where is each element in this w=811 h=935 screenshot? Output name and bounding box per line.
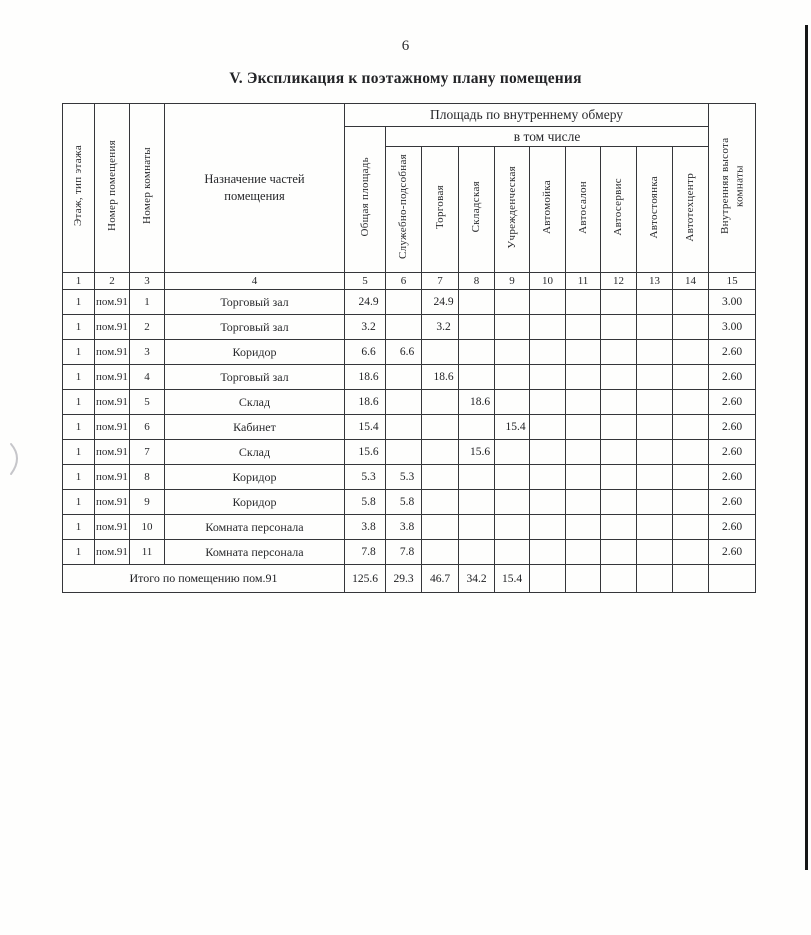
table-cell [386, 315, 422, 340]
table-cell [601, 515, 637, 540]
table-cell [673, 390, 709, 415]
table-cell: 2.60 [709, 390, 756, 415]
table-cell: 24.9 [345, 290, 386, 315]
table-cell [495, 290, 530, 315]
table-cell: 2.60 [709, 415, 756, 440]
col-header-trade [422, 147, 459, 273]
table-cell [495, 440, 530, 465]
table-cell [495, 390, 530, 415]
col-header-car-showroom-label: Автосалон [576, 180, 589, 234]
table-cell [637, 440, 673, 465]
table-cell [673, 540, 709, 565]
table-cell [566, 365, 601, 390]
table-cell: 1 [63, 465, 95, 490]
table-cell: 3 [130, 340, 165, 365]
col-header-storage [459, 147, 495, 273]
table-cell [637, 415, 673, 440]
table-cell: 2.60 [709, 340, 756, 365]
table-cell: 8 [130, 465, 165, 490]
total-cell: 125.6 [345, 565, 386, 593]
table-cell: пом.91 [95, 440, 130, 465]
column-number: 11 [566, 273, 601, 290]
table-cell: пом.91 [95, 340, 130, 365]
col-header-purpose: Назначение частей помещения [165, 104, 345, 273]
table-cell: 9 [130, 490, 165, 515]
table-cell [530, 290, 566, 315]
table-cell [495, 515, 530, 540]
column-number: 10 [530, 273, 566, 290]
table-cell [530, 415, 566, 440]
total-cell: 34.2 [459, 565, 495, 593]
table-cell [637, 515, 673, 540]
table-cell [673, 440, 709, 465]
table-cell [673, 415, 709, 440]
column-number: 3 [130, 273, 165, 290]
table-cell [495, 340, 530, 365]
column-number: 8 [459, 273, 495, 290]
column-number: 5 [345, 273, 386, 290]
table-cell: 3.8 [386, 515, 422, 540]
col-header-parking [637, 147, 673, 273]
table-cell [637, 340, 673, 365]
col-header-institutional-label: Учрежденческая [505, 165, 518, 249]
col-header-institutional [495, 147, 530, 273]
table-cell [530, 490, 566, 515]
pen-mark-artifact [6, 440, 28, 482]
table-cell [386, 440, 422, 465]
table-cell: 18.6 [345, 390, 386, 415]
page-title: V. Экспликация к поэтажному плану помещения [229, 70, 582, 87]
table-row [63, 315, 756, 340]
table-cell [459, 340, 495, 365]
col-header-auto-tech-center [673, 147, 709, 273]
table-cell [422, 340, 459, 365]
total-cell [566, 565, 601, 593]
table-cell: пом.91 [95, 390, 130, 415]
table-cell: 1 [130, 290, 165, 315]
table-cell [459, 290, 495, 315]
col-header-trade-label: Торговая [433, 184, 446, 230]
table-cell: Комната персонала [165, 515, 345, 540]
table-cell: 3.2 [422, 315, 459, 340]
col-header-room-number-label: Номер комнаты [140, 147, 153, 224]
table-cell: 11 [130, 540, 165, 565]
total-label: Итого по помещению пом.91 [63, 565, 345, 593]
table-cell: 18.6 [422, 365, 459, 390]
table-cell [637, 315, 673, 340]
table-cell [601, 465, 637, 490]
table-cell [673, 515, 709, 540]
header-area-group: Площадь по внутреннему обмеру [345, 104, 709, 127]
table-cell [530, 465, 566, 490]
table-cell: 10 [130, 515, 165, 540]
table-cell: 1 [63, 415, 95, 440]
table-row [63, 540, 756, 565]
table-cell [495, 490, 530, 515]
table-cell [530, 315, 566, 340]
column-number: 12 [601, 273, 637, 290]
table-cell [495, 465, 530, 490]
table-cell: 1 [63, 290, 95, 315]
table-cell [637, 290, 673, 315]
table-cell: 5.3 [386, 465, 422, 490]
table-cell [459, 490, 495, 515]
table-cell [637, 465, 673, 490]
table-cell: пом.91 [95, 515, 130, 540]
table-cell: Кабинет [165, 415, 345, 440]
table-row [63, 390, 756, 415]
table-cell: 5.8 [386, 490, 422, 515]
table-cell [386, 390, 422, 415]
column-number: 9 [495, 273, 530, 290]
table-cell: Комната персонала [165, 540, 345, 565]
table-cell [495, 365, 530, 390]
col-header-car-service-label: Автосервис [612, 178, 625, 236]
table-cell [530, 440, 566, 465]
column-number: 2 [95, 273, 130, 290]
table-cell: 5.3 [345, 465, 386, 490]
table-cell: 2.60 [709, 540, 756, 565]
table-cell: 2.60 [709, 515, 756, 540]
table-cell: Склад [165, 390, 345, 415]
table-cell [495, 540, 530, 565]
table-cell: 2.60 [709, 440, 756, 465]
table-cell [566, 290, 601, 315]
table-cell [386, 365, 422, 390]
table-cell [566, 490, 601, 515]
column-number: 1 [63, 273, 95, 290]
table-row [63, 515, 756, 540]
table-cell [459, 365, 495, 390]
table-cell: 3.8 [345, 515, 386, 540]
column-number: 14 [673, 273, 709, 290]
table-cell: 1 [63, 340, 95, 365]
table-cell [495, 315, 530, 340]
column-numbers-row [63, 273, 756, 290]
table-row [63, 465, 756, 490]
col-header-total-area-label: Общая площадь [358, 157, 371, 237]
table-cell: 1 [63, 315, 95, 340]
total-cell [709, 565, 756, 593]
table-cell [673, 490, 709, 515]
table-cell [422, 415, 459, 440]
col-header-floor-label: Этаж, тип этажа [72, 144, 85, 227]
table-cell [601, 290, 637, 315]
col-header-room-height-label: Внутренняя высота комнаты [718, 137, 746, 234]
col-header-room-height [709, 104, 756, 273]
col-header-car-service [601, 147, 637, 273]
total-cell: 29.3 [386, 565, 422, 593]
table-cell [673, 465, 709, 490]
table-cell: Коридор [165, 340, 345, 365]
table-cell: пом.91 [95, 290, 130, 315]
total-row [63, 565, 756, 593]
table-cell [637, 365, 673, 390]
column-number: 7 [422, 273, 459, 290]
table-cell [422, 540, 459, 565]
table-cell [566, 315, 601, 340]
table-cell: 5 [130, 390, 165, 415]
table-cell: 7 [130, 440, 165, 465]
col-header-auto-tech-center-label: Автотехцентр [684, 172, 697, 242]
table-cell [530, 540, 566, 565]
table-cell: Коридор [165, 465, 345, 490]
table-cell: пом.91 [95, 540, 130, 565]
table-cell [530, 390, 566, 415]
table-cell [422, 490, 459, 515]
table-cell: 1 [63, 490, 95, 515]
table-row [63, 365, 756, 390]
table-cell [459, 540, 495, 565]
table-cell [386, 290, 422, 315]
table-cell [422, 390, 459, 415]
table-cell: 1 [63, 540, 95, 565]
column-number: 15 [709, 273, 756, 290]
table-cell: 1 [63, 390, 95, 415]
table-cell: 15.6 [459, 440, 495, 465]
col-header-carwash [530, 147, 566, 273]
total-cell [637, 565, 673, 593]
header-including: в том числе [386, 127, 709, 147]
table-cell: 2.60 [709, 365, 756, 390]
col-header-room-number [130, 104, 165, 273]
table-cell [459, 465, 495, 490]
col-header-service-auxiliary-label: Служебно-подсобная [397, 154, 410, 260]
col-header-premises-number [95, 104, 130, 273]
table-cell: 5.8 [345, 490, 386, 515]
table-cell: Склад [165, 440, 345, 465]
table-cell [530, 365, 566, 390]
explication-table [62, 103, 756, 593]
table-cell [637, 540, 673, 565]
table-row [63, 290, 756, 315]
table-cell: Коридор [165, 490, 345, 515]
table-cell [637, 390, 673, 415]
table-cell: 1 [63, 440, 95, 465]
total-cell: 15.4 [495, 565, 530, 593]
column-number: 6 [386, 273, 422, 290]
table-cell [422, 465, 459, 490]
table-cell: 1 [63, 365, 95, 390]
col-header-storage-label: Складская [470, 181, 483, 233]
table-cell: 2.60 [709, 465, 756, 490]
table-cell: 3.2 [345, 315, 386, 340]
table-cell: 6.6 [345, 340, 386, 365]
col-header-parking-label: Автостоянка [648, 175, 661, 239]
table-cell: 7.8 [386, 540, 422, 565]
table-cell: 18.6 [345, 365, 386, 390]
table-cell [566, 540, 601, 565]
table-cell: Торговый зал [165, 365, 345, 390]
table-cell: 18.6 [459, 390, 495, 415]
table-cell [422, 440, 459, 465]
table-row [63, 440, 756, 465]
table-cell: Торговый зал [165, 315, 345, 340]
table-cell: пом.91 [95, 490, 130, 515]
table-cell [459, 415, 495, 440]
table-cell [566, 340, 601, 365]
col-header-carwash-label: Автомойка [541, 180, 554, 234]
table-cell: 2.60 [709, 490, 756, 515]
table-cell [566, 440, 601, 465]
table-cell [601, 415, 637, 440]
table-cell [601, 440, 637, 465]
table-cell: 7.8 [345, 540, 386, 565]
table-cell [530, 340, 566, 365]
table-cell [601, 490, 637, 515]
table-cell: пом.91 [95, 465, 130, 490]
total-cell [601, 565, 637, 593]
table-row [63, 490, 756, 515]
scan-edge-artifact [805, 25, 808, 870]
table-row [63, 415, 756, 440]
column-number: 4 [165, 273, 345, 290]
page-number: 6 [401, 38, 410, 54]
total-cell [530, 565, 566, 593]
table-cell [530, 515, 566, 540]
col-header-premises-number-label: Номер помещения [105, 139, 118, 232]
table-cell: Торговый зал [165, 290, 345, 315]
table-cell: пом.91 [95, 415, 130, 440]
table-cell [566, 390, 601, 415]
total-cell: 46.7 [422, 565, 459, 593]
table-cell [566, 465, 601, 490]
col-header-floor [63, 104, 95, 273]
table-cell: 4 [130, 365, 165, 390]
table-cell [459, 515, 495, 540]
table-cell [459, 315, 495, 340]
table-cell [601, 540, 637, 565]
table-cell [601, 340, 637, 365]
table-cell: пом.91 [95, 315, 130, 340]
table-cell: 3.00 [709, 315, 756, 340]
table-row [63, 340, 756, 365]
col-header-total-area [345, 127, 386, 273]
table-cell: 15.6 [345, 440, 386, 465]
table-cell [601, 390, 637, 415]
col-header-car-showroom [566, 147, 601, 273]
table-cell [566, 415, 601, 440]
table-cell: 24.9 [422, 290, 459, 315]
table-cell: 15.4 [495, 415, 530, 440]
table-cell [422, 515, 459, 540]
total-cell [673, 565, 709, 593]
table-cell: 6 [130, 415, 165, 440]
table-cell [673, 365, 709, 390]
column-number: 13 [637, 273, 673, 290]
table-cell: пом.91 [95, 365, 130, 390]
table-cell [601, 365, 637, 390]
table-body [63, 290, 756, 593]
table-cell [386, 415, 422, 440]
table-cell [673, 315, 709, 340]
table-cell [637, 490, 673, 515]
table-cell: 2 [130, 315, 165, 340]
table-cell [673, 340, 709, 365]
table-cell [566, 515, 601, 540]
col-header-service-auxiliary [386, 147, 422, 273]
table-cell: 3.00 [709, 290, 756, 315]
table-cell [601, 315, 637, 340]
table-cell: 1 [63, 515, 95, 540]
table-cell: 15.4 [345, 415, 386, 440]
table-cell: 6.6 [386, 340, 422, 365]
table-cell [673, 290, 709, 315]
